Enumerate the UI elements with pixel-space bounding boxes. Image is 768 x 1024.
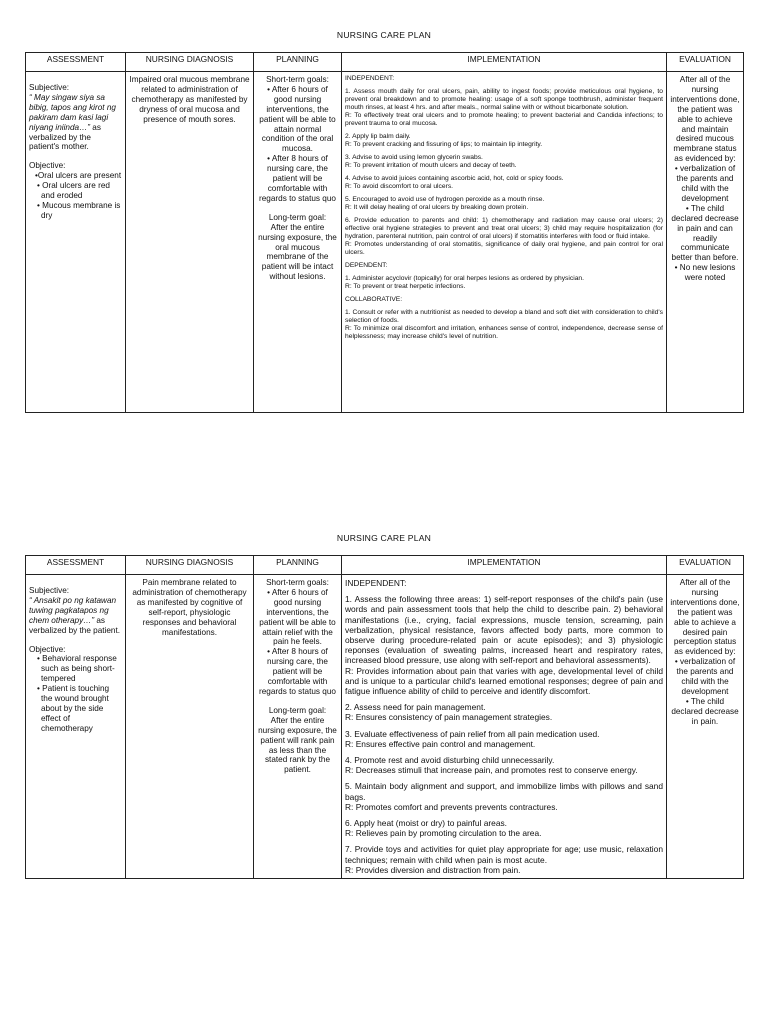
- objective-item: • Behavioral response such as being short-tempered: [37, 654, 117, 684]
- header-implementation: IMPLEMENTATION: [342, 556, 667, 575]
- short-term-goal: • After 8 hours of nursing care, the patient will be comfortable with regards to status quo: [259, 154, 336, 203]
- rationale: R: Provides information about pain that varies with age, developmental level of child and is unique to a particular child's learned emotional responses; degree of pain and fatigue influence ability of child to perceive and identify discomfort.: [345, 665, 663, 697]
- evaluation-cell: [667, 575, 744, 879]
- rationale: R: Promotes comfort and prevents prevents contractures.: [345, 801, 558, 812]
- intervention: 1. Assess mouth daily for oral ulcers, pain, ability to ingest foods; provide meticulous oral hygiene, to prevent oral breakdown and to promote healing: usage of a soft sponge toothbrush, administer frequent mouth rinses, at least 4 hrs. and after meals., normal saline with or without bicarbonate solution.: [345, 88, 663, 111]
- care-plan-1: [25, 28, 743, 413]
- diagnosis-text: Impaired oral mucous membrane related to administration of chemotherapy as manifested by dryness of oral mucosa and presence of mouth sores.: [129, 75, 250, 124]
- long-term-label: Long-term goal:: [268, 705, 327, 715]
- evaluation-intro: After all of the nursing interventions done, the patient was able to achieve a desired pain perception status as evidenced by:: [670, 578, 740, 657]
- rationale: R: Provides diversion and distraction from pain.: [345, 864, 521, 875]
- short-term-goal: • After 6 hours of good nursing interventions, the patient will be able to attain normal condition of the oral mucosa.: [259, 84, 336, 154]
- diagnosis-cell: [126, 72, 254, 413]
- intervention: 4. Promote rest and avoid disturbing child unnecessarily.: [345, 755, 555, 766]
- independent-label: INDEPENDENT:: [345, 578, 407, 588]
- long-term-label: Long-term goal:: [268, 212, 327, 222]
- rationale: R: Promotes understanding of oral stomatitis, significance of daily oral hygiene, and pain control for oral ulcers.: [345, 241, 663, 256]
- content-row: [26, 575, 744, 879]
- header-evaluation: EVALUATION: [667, 556, 744, 575]
- intervention: 7. Provide toys and activities for quiet play appropriate for age; use music, relaxation techniques; remain with child when pain is most acute.: [345, 844, 663, 865]
- short-term-goal: • After 6 hours of good nursing interventions, the patient will be able to attain relief with the pain he feels.: [259, 587, 336, 647]
- subjective-quote: [29, 596, 122, 636]
- patient-quote: “ May singaw siya sa bibig, tapos ang kirot ng pakiram dam kasi lagi niyang iniinda…”: [29, 92, 116, 132]
- evaluation-item: • The child declared decrease in pain and can readily communicate better than before.: [671, 203, 739, 263]
- intervention: 5. Encouraged to avoid use of hydrogen peroxide as a mouth rinse.: [345, 196, 545, 203]
- long-term-goal: After the entire nursing exposure, the patient will rank pain as less than the stated rank by the patient.: [258, 715, 337, 775]
- intervention: 6. Provide education to parents and child: 1) chemotherapy and radiation may cause oral ulcers; 2) effective oral hygiene strategies to prevent and treat oral ulcers; 3) child may require hospitalization (for hydration, parenteral nutrition, pain control of oral ulcers) if stomatitis interferes with food or fluid intake.: [345, 217, 663, 240]
- intervention: 1. Administer acyclovir (topically) for oral herpes lesions as ordered by physician.: [345, 275, 584, 282]
- evaluation-item: • No new lesions were noted: [674, 263, 736, 283]
- intervention: 6. Apply heat (moist or dry) to painful areas.: [345, 818, 507, 829]
- header-implementation: IMPLEMENTATION: [342, 53, 667, 72]
- header-row: [26, 556, 744, 575]
- rationale: R: Relieves pain by promoting circulation to the area.: [345, 828, 542, 839]
- evaluation-intro: After all of the nursing interventions done, the patient was able to achieve and maintain desired mucous membrane status as evidenced by:: [670, 75, 740, 164]
- subjective-label: Subjective:: [29, 83, 70, 92]
- page-title: NURSING CARE PLAN: [336, 30, 432, 40]
- header-assessment: ASSESSMENT: [26, 556, 126, 575]
- objective-item: •Oral ulcers are present: [35, 171, 122, 181]
- header-planning: PLANNING: [254, 556, 342, 575]
- intervention: 3. Advise to avoid using lemon glycerin swabs.: [345, 154, 483, 161]
- evaluation-cell: [667, 72, 744, 413]
- assessment-cell: [26, 72, 126, 413]
- evaluation-item: • The child declared decrease in pain.: [671, 696, 739, 726]
- rationale: R: To effectively treat oral ulcers and to promote healing; to prevent bacterial and Candida infections; to prevent trauma to oral mucosa.: [345, 112, 663, 127]
- rationale: R: To minimize oral discomfort and irritation, enhances sense of control, independence, decrease sense of helplessness; may increase child's level of nutrition.: [345, 325, 663, 340]
- rationale: R: To avoid discomfort to oral ulcers.: [345, 183, 454, 190]
- short-term-goal: • After 8 hours of nursing care, the patient will be comfortable with regards to status quo: [259, 647, 336, 696]
- rationale: R: To prevent irritation of mouth ulcers and decay of teeth.: [345, 162, 517, 169]
- collaborative-label: COLLABORATIVE:: [345, 296, 403, 303]
- intervention: 1. Assess the following three areas: 1) self-report responses of the child's pain (use words and pain assessment tools that help the child to describe pain. 2) behavioral manifestations (i.e., crying, facial expressions, muscle tension, screaming, pain verbalization, physical resistance, favors affected body parts, more common to observe during procedure-related pain or acute episodes); and 3) physiologic reponses (evaluation of sweating palms, increased heart and respiratory rates, increased blood pressure, use along with self-report and behavioral assessments).: [345, 594, 663, 666]
- quote-attribution: as verbalized by the patient's mother.: [29, 122, 101, 152]
- implementation-cell: [342, 72, 667, 413]
- rationale: R: Ensures consistency of pain management strategies.: [345, 712, 553, 723]
- header-planning: PLANNING: [254, 53, 342, 72]
- header-assessment: ASSESSMENT: [26, 53, 126, 72]
- care-plan-table: [25, 555, 744, 879]
- objective-label: Objective:: [29, 644, 66, 654]
- short-term-label: Short-term goals:: [266, 75, 329, 84]
- intervention: 5. Maintain body alignment and support, and immobilize limbs with pillows and sand bags.: [345, 781, 663, 802]
- objective-item: • Oral ulcers are red and eroded: [37, 181, 110, 201]
- care-plan-2: [25, 531, 743, 879]
- short-term-label: Short-term goals:: [266, 578, 329, 587]
- header-evaluation: EVALUATION: [667, 53, 744, 72]
- independent-label: INDEPENDENT:: [345, 75, 395, 82]
- long-term-goal: After the entire nursing exposure, the oral mucous membrane of the patient will be intact without lesions.: [258, 222, 337, 282]
- intervention: 4. Advise to avoid juices containing ascorbic acid, hot, cold or spicy foods.: [345, 175, 564, 182]
- intervention: 3. Evaluate effectiveness of pain relief from all pain medication used.: [345, 728, 600, 739]
- content-row: [26, 72, 744, 413]
- planning-cell: [254, 575, 342, 879]
- assessment-cell: [26, 575, 126, 879]
- rationale: R: Decreases stimuli that increase pain, and promotes rest to conserve energy.: [345, 765, 638, 776]
- header-row: [26, 53, 744, 72]
- header-nursing-diagnosis: NURSING DIAGNOSIS: [126, 53, 254, 72]
- header-nursing-diagnosis: NURSING DIAGNOSIS: [126, 556, 254, 575]
- subjective-label: Subjective:: [29, 586, 70, 595]
- objective-label: Objective:: [29, 161, 66, 171]
- dependent-label: DEPENDENT:: [345, 262, 388, 269]
- intervention: 1. Consult or refer with a nutritionist as needed to develop a bland and soft diet with consideration to child's selection of foods.: [345, 309, 663, 324]
- care-plan-table: [25, 52, 744, 413]
- diagnosis-cell: [126, 575, 254, 879]
- objective-item: • Mucous membrane is dry: [37, 200, 121, 220]
- rationale: R: To prevent cracking and fissuring of lips; to maintain lip integrity.: [345, 141, 543, 148]
- patient-quote: “ Ansakit po ng katawan tuwing pagkatapos ng chem otherapy…”: [29, 595, 117, 625]
- implementation-cell: [342, 575, 667, 879]
- page-title: NURSING CARE PLAN: [336, 533, 432, 543]
- objective-item: • Patient is touching the wound brought about by the side effect of chemotherapy: [37, 684, 110, 733]
- diagnosis-text: Pain membrane related to administration of chemotherapy as manifested by cognitive of self-report, physiologic responses and behavioral manifestations.: [132, 578, 247, 637]
- planning-cell: [254, 72, 342, 413]
- intervention: 2. Apply lip balm daily.: [345, 133, 411, 140]
- intervention: 2. Assess need for pain management.: [345, 702, 486, 713]
- subjective-quote: [29, 93, 122, 152]
- evaluation-item: • verbalization of the parents and child with the development: [674, 657, 736, 696]
- quote-attribution: as verbalized by the patient.: [29, 615, 121, 635]
- rationale: R: It will delay healing of oral ulcers by breaking down protein.: [345, 204, 529, 211]
- rationale: R: Ensures effective pain control and management.: [345, 738, 536, 749]
- rationale: R: To prevent or treat herpetic infections.: [345, 283, 466, 290]
- evaluation-item: • verbalization of the parents and child with the development: [674, 164, 736, 203]
